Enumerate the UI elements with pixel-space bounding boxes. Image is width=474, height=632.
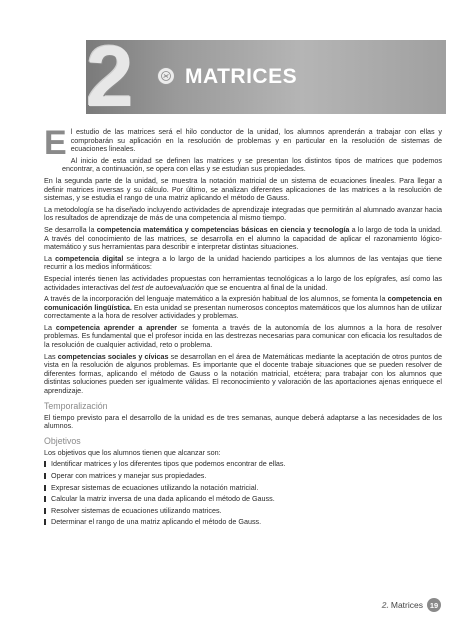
- text: Las: [44, 351, 58, 361]
- list-item: Resolver sistemas de ecuaciones utilizando matrices.: [44, 507, 442, 516]
- intro-paragraph: [44, 124, 442, 162]
- drop-cap: E: [44, 124, 67, 162]
- text: En esta unidad se presentan numerosos conceptos matemáticos que los alumnos han de utilizar correctamente a la hora de resolver actividades y problemas.: [44, 302, 442, 321]
- main-content: [44, 124, 442, 530]
- footer-unit-number: 2.: [381, 600, 389, 610]
- paragraph: [44, 275, 442, 292]
- paragraph: La metodología se ha diseñado incluyendo actividades de aprendizaje integradas que permitirán al alumnado avanzar hacia los resultados de aprendizaje de más de una competencia al mismo tiempo.: [44, 204, 442, 223]
- text: Se desarrolla la: [44, 224, 97, 234]
- intro-text: l estudio de las matrices será el hilo conductor de la unidad, los alumnos aprenderán a trabajar con ellas y comprobarán su aplicación en la resolución de problemas y en particular en la resolución de sistemas de ecuaciones lineales.: [70, 127, 442, 154]
- text: A través de la incorporación del lenguaje matemático a la expresión habitual de los alumnos, se fomenta la: [44, 294, 388, 304]
- text: Especial interés tienen las actividades propuestas con herramientas tecnológicas a lo largo de los epígrafes, así como las actividades interactivas del: [44, 273, 442, 292]
- paragraph: [44, 353, 442, 396]
- competence-term: competencia matemática y competencias básicas en ciencia y tecnología: [96, 224, 350, 234]
- list-item: Identificar matrices y los diferentes tipos que podemos encontrar de ellas.: [44, 460, 442, 469]
- footer-unit-name: Matrices: [390, 600, 423, 610]
- paragraph: En la segunda parte de la unidad, se muestra la notación matricial de un sistema de ecuaciones lineales. Para llegar a definir matrices inversas y su cálculo. Por último, se analizan diferentes aplicaciones de las matrices a la resolución de sistemas, y se estudia el rango de una matriz aplicando el método de Gauss.: [44, 175, 442, 203]
- paragraph: [44, 255, 442, 272]
- intro-paragraph-2: Al inicio de esta unidad se definen las matrices y se presentan los distintos tipos de matrices que podemos encontrar, a continuación, se opera con ellas y se estudian sus propiedades.: [62, 155, 442, 174]
- objetivos-heading: Objetivos: [44, 435, 81, 446]
- paragraph: [44, 295, 442, 321]
- page-footer: [382, 598, 441, 612]
- objectives-list: [44, 460, 442, 527]
- competence-term: competencia aprender a aprender: [55, 322, 178, 332]
- text: se integra a lo largo de la unidad haciendo participes a los alumnos de las ventajas que tiene recurrir a los medios informáticos:: [44, 253, 442, 272]
- list-item: Determinar el rango de una matriz aplicando el método de Gauss.: [44, 518, 442, 527]
- list-item: Expresar sistemas de ecuaciones utilizando la notación matricial.: [44, 484, 442, 493]
- list-item: Calcular la matriz inversa de una dada aplicando el método de Gauss.: [44, 495, 442, 504]
- italic-term: test de autoevaluación: [131, 282, 204, 292]
- temporalizacion-heading: Temporalización: [44, 400, 108, 411]
- objetivos-intro: Los objetivos que los alumnos tienen que alcanzar son:: [44, 447, 221, 457]
- competence-term: competencias sociales y cívicas: [57, 351, 169, 361]
- paragraph: [44, 226, 442, 252]
- list-item: Operar con matrices y manejar sus propiedades.: [44, 472, 442, 481]
- page-number-badge: 19: [427, 598, 441, 612]
- chapter-title: MATRICES: [185, 65, 298, 88]
- text: se fomenta a través de la autonomía de los alumnos a la hora de resolver problemas. Es fundamental que el profesor incida en las destrezas necesarias para comunicar con eficacia los resultados de la resolución de cualquier actividad, reto o problema.: [44, 322, 442, 350]
- text: que se encuentra al final de la unidad.: [203, 282, 328, 292]
- competence-term: competencia en comunicación lingüística.: [44, 294, 442, 312]
- paragraph: [44, 324, 442, 350]
- text: La: [44, 322, 56, 332]
- text: se desarrollan en el área de Matemáticas mediante la aceptación de otros puntos de vista en la resolución de algunos problemas. Es importante que el docente trabaje situaciones que se pueden resolver de diferentes formas, aplicando el método de Gauss o la notación matricial, etcétera; para trabajar con los alumnos que distintas soluciones pueden ser igualmente válidas. El reconocimiento y valoración de las aportaciones ajenas enriquece el aprendizaje.: [44, 351, 442, 396]
- tools-emblem-icon: [157, 67, 175, 85]
- temporalizacion-text: El tiempo previsto para el desarrollo de la unidad es de tres semanas, aunque deberá adaptarse a las necesidades de los alumnos.: [44, 412, 442, 431]
- competence-term: competencia digital: [55, 253, 124, 263]
- text: a lo largo de toda la unidad. A través del conocimiento de las matrices, se desarrolla en el alumno la capacidad de aplicar el razonamiento lógico-matemático y sus herramientas para describir e interpretar distintas situaciones.: [44, 224, 442, 252]
- text: La: [44, 253, 56, 263]
- footer-label: [382, 600, 423, 610]
- chapter-number: 2: [86, 29, 134, 125]
